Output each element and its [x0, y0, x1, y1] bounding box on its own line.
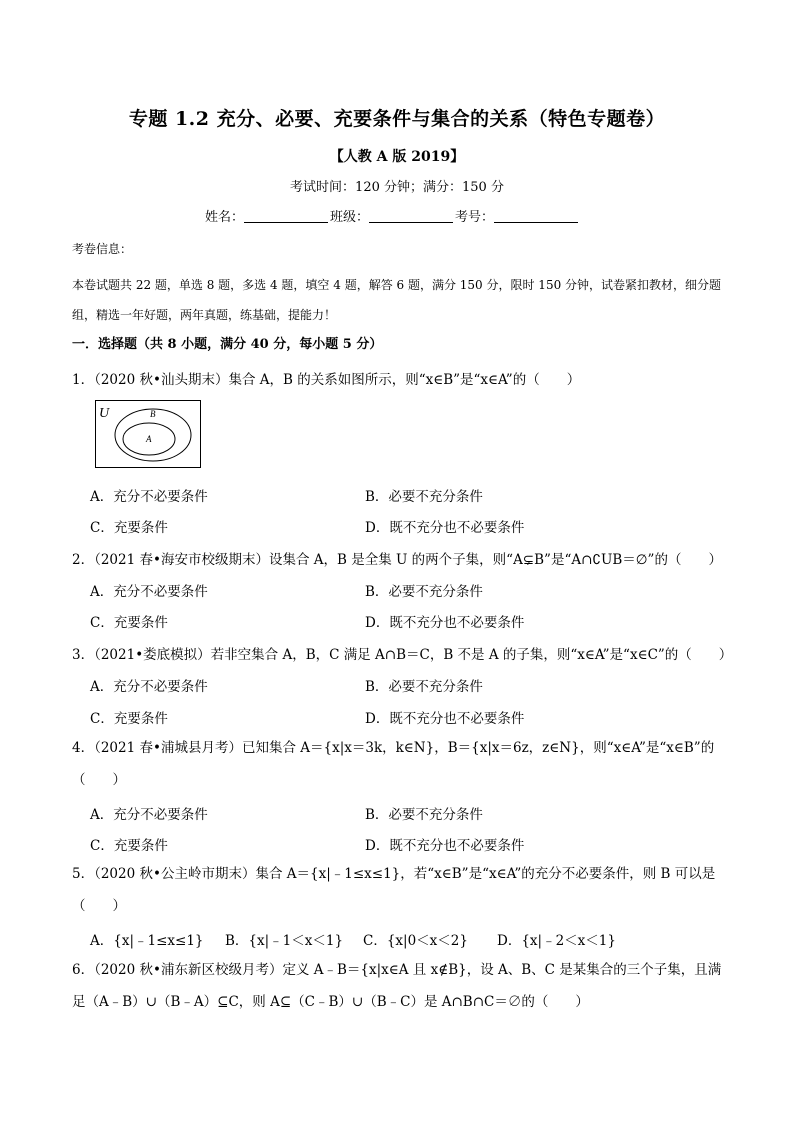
- info-body: 本卷试题共 22 题，单选 8 题，多选 4 题，填空 4 题，解答 6 题，满分 150 分，限时 150 分钟，试卷紧扣教材，细分题组，精选一年好题，两年真题，练基础，提能力！: [72, 278, 722, 322]
- q1-option-c: C．充要条件: [90, 520, 168, 536]
- q2-option-a: A．充分不必要条件: [90, 584, 208, 600]
- q4-option-a: A．充分不必要条件: [90, 807, 208, 823]
- q2-option-c: C．充要条件: [90, 615, 168, 631]
- page-title: 专题 1.2 充分、必要、充要条件与集合的关系（特色专题卷）: [128, 108, 666, 130]
- question-5-stem: 5．（2020 秋•公主岭市期末）集合 A＝{x|﹣1≤x≤1}，若“x∈B”是“x∈A”的充分不必要条件，则 B 可以是（ ）: [72, 866, 716, 914]
- q2-option-d: D．既不充分也不必要条件: [365, 615, 525, 631]
- exam-number-label: 考号：: [455, 210, 495, 225]
- q2-option-b: B．必要不充分条件: [365, 584, 483, 600]
- class-blank: [369, 209, 453, 223]
- edition-label: 【人教 A 版 2019】: [329, 149, 465, 165]
- q3-option-c: C．充要条件: [90, 711, 168, 727]
- info-title: 考卷信息：: [72, 242, 133, 256]
- question-3-stem: 3．（2021•娄底模拟）若非空集合 A，B，C 满足 A∩B＝C，B 不是 A 的子集，则“x∈A”是“x∈C”的（ ）: [72, 647, 733, 663]
- q1-option-b: B．必要不充分条件: [365, 489, 483, 505]
- exam-time-info: 考试时间：120 分钟；满分：150 分: [290, 180, 504, 195]
- q5-option-d: D．{x|﹣2＜x＜1}: [497, 933, 616, 949]
- section-heading: 一．选择题（共 8 小题，满分 40 分，每小题 5 分）: [72, 337, 383, 352]
- q3-option-b: B．必要不充分条件: [365, 679, 483, 695]
- q3-option-d: D．既不充分也不必要条件: [365, 711, 525, 727]
- name-label: 姓名：: [205, 210, 245, 225]
- q3-option-a: A．充分不必要条件: [90, 679, 208, 695]
- question-1-stem: 1．（2020 秋•汕头期末）集合 A，B 的关系如图所示，则“x∈B”是“x∈A”的（ ）: [72, 372, 581, 388]
- name-blank: [244, 209, 328, 223]
- q4-option-c: C．充要条件: [90, 838, 168, 854]
- venn-label-u: U: [99, 406, 110, 421]
- question-2-stem: 2．（2021 春•海安市校级期末）设集合 A，B 是全集 U 的两个子集，则“A⊊B”是“A∩∁UB＝∅”的（ ）: [72, 552, 722, 568]
- class-label: 班级：: [330, 210, 370, 225]
- q4-option-d: D．既不充分也不必要条件: [365, 838, 525, 854]
- exam-number-blank: [494, 209, 578, 223]
- q1-option-d: D．既不充分也不必要条件: [365, 520, 525, 536]
- venn-label-a: A: [146, 434, 152, 444]
- q5-option-c: C．{x|0＜x＜2}: [363, 933, 468, 949]
- q5-option-a: A．{x|﹣1≤x≤1}: [90, 933, 204, 949]
- venn-diagram: [95, 400, 201, 468]
- q4-option-b: B．必要不充分条件: [365, 807, 483, 823]
- q5-option-b: B．{x|﹣1＜x＜1}: [225, 933, 344, 949]
- venn-label-b: B: [150, 409, 156, 419]
- student-info-fields: [205, 206, 580, 225]
- question-4-stem: 4．（2021 春•浦城县月考）已知集合 A＝{x|x＝3k，k∈N}，B＝{x|x＝6z，z∈N}，则“x∈A”是“x∈B”的（ ）: [72, 740, 715, 788]
- q1-option-a: A．充分不必要条件: [90, 489, 208, 505]
- question-6-stem: 6．（2020 秋•浦东新区校级月考）定义 A﹣B＝{x|x∈A 且 x∉B}，设 A、B、C 是某集合的三个子集，且满足（A﹣B）∪（B﹣A）⊆C，则 A⊆（C﹣B）∪（B﹣C）是 A∩B∩C＝∅的（ ）: [72, 962, 722, 1010]
